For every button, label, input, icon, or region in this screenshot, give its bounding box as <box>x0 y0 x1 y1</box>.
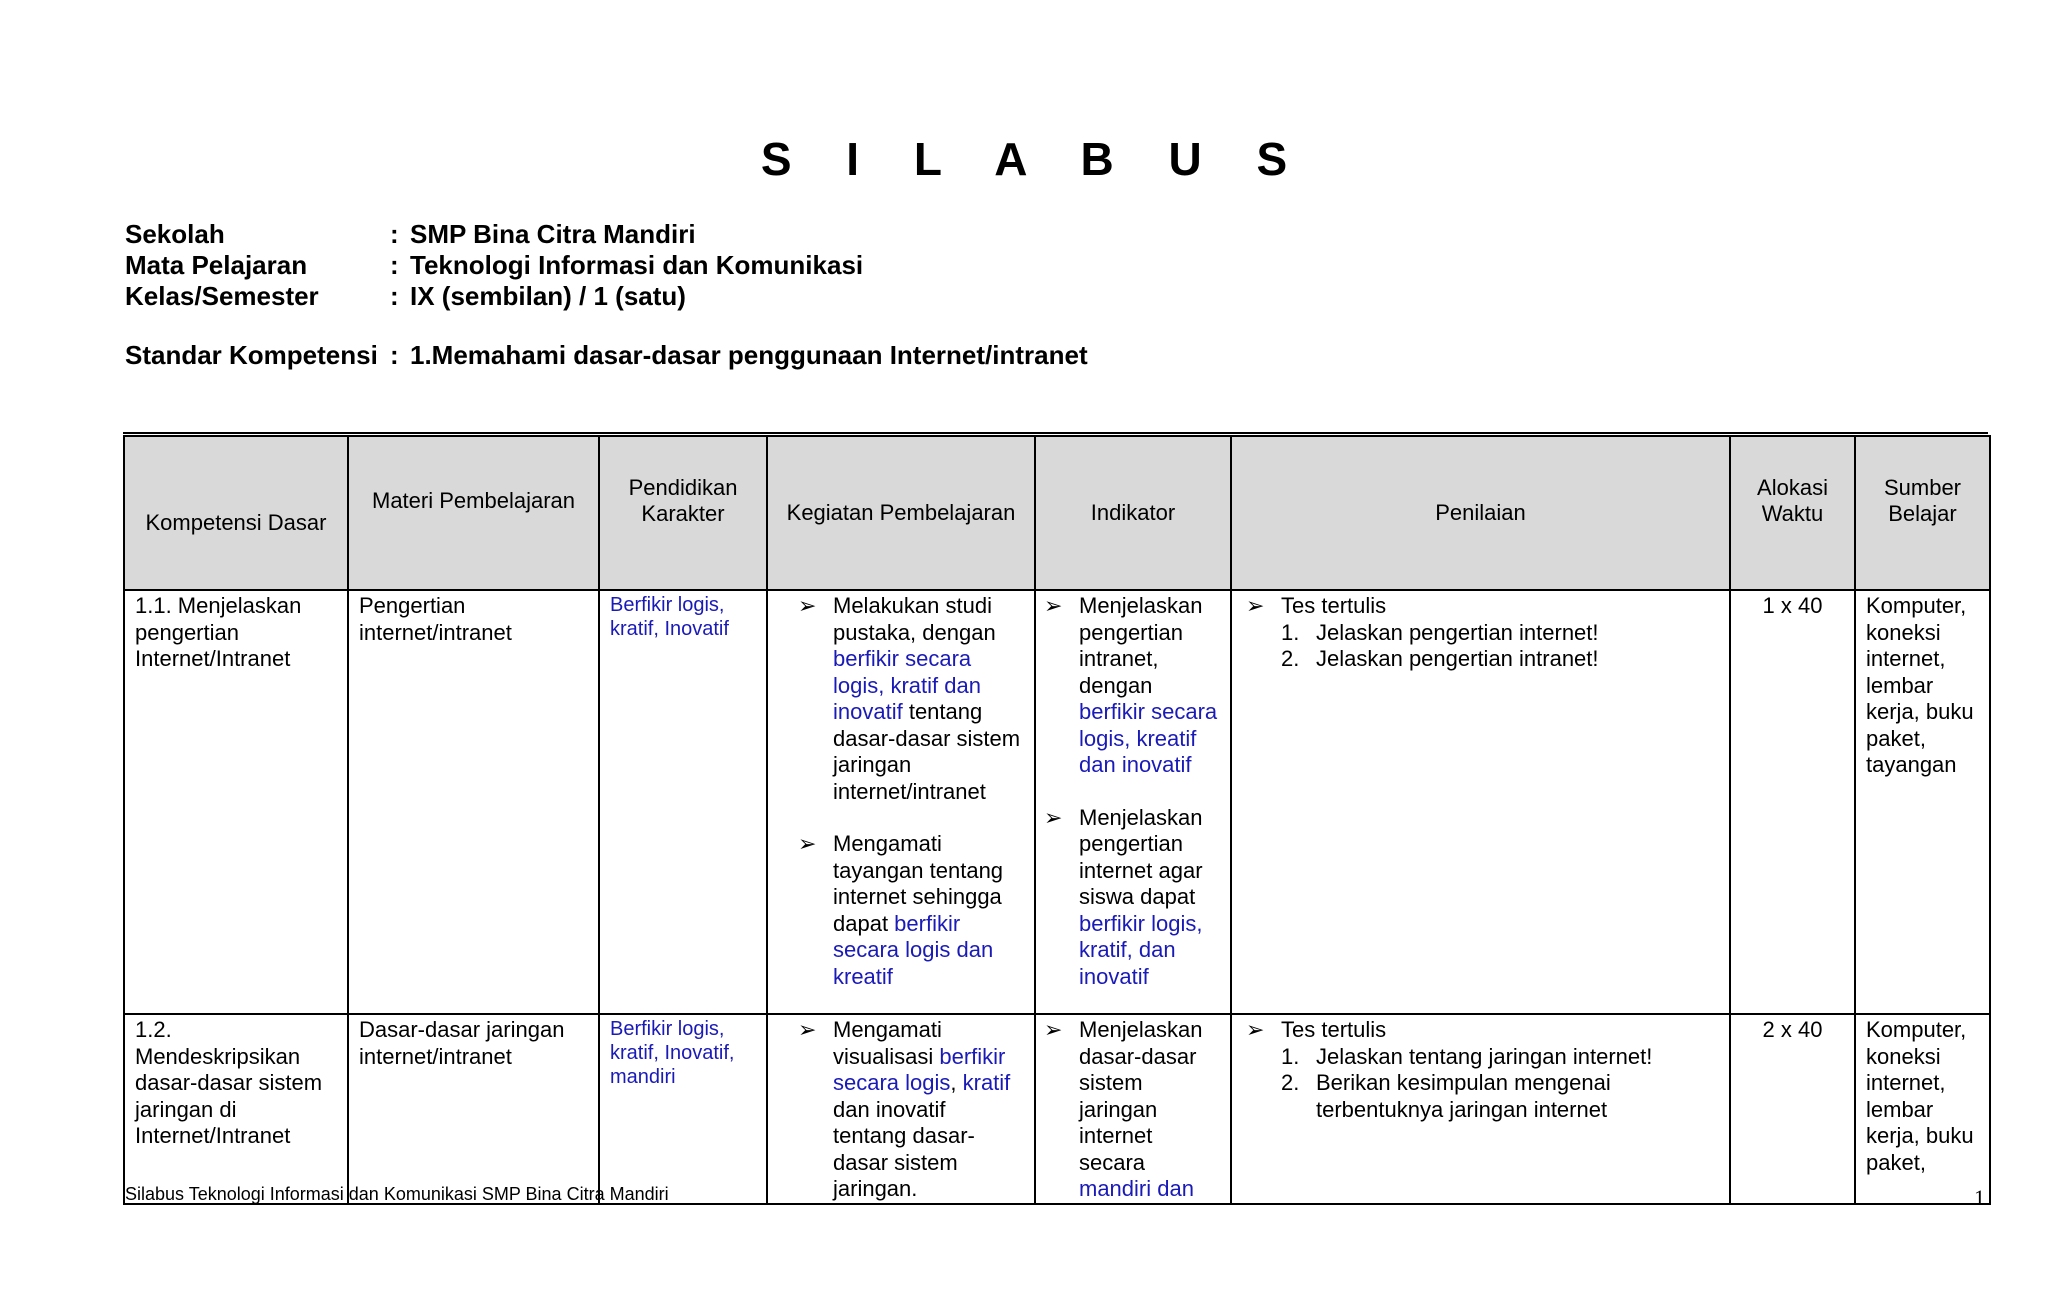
meta-row-sekolah <box>125 219 863 250</box>
standar-value: 1.Memahami dasar-dasar penggunaan Internet/intranet <box>410 340 1088 370</box>
meta-value: IX (sembilan) / 1 (satu) <box>410 281 686 311</box>
list-item: 2. Berikan kesimpulan mengenai terbentuknya jaringan internet <box>1281 1070 1611 1122</box>
cell-indikator <box>1035 590 1231 1014</box>
meta-key: Kelas/Semester <box>125 281 319 311</box>
list-item: ➢ Tes tertulis <box>1246 1017 1387 1042</box>
arrow-bullet-icon: ➢ <box>1246 1017 1265 1042</box>
col-header-alokasi: Alokasi Waktu <box>1730 436 1855 590</box>
cell-karakter: Berfikir logis, kratif, Inovatif <box>599 590 767 1014</box>
meta-value: Teknologi Informasi dan Komunikasi <box>410 250 864 280</box>
silabus-table <box>123 435 1991 1205</box>
arrow-bullet-icon: ➢ <box>798 593 817 618</box>
arrow-bullet-icon: ➢ <box>1044 804 1063 830</box>
table-header-row <box>124 436 1990 590</box>
col-header-materi: Materi Pembelajaran <box>348 436 599 590</box>
list-item: 1. Jelaskan pengertian internet! <box>1281 619 1599 645</box>
col-header-sumber: Sumber Belajar <box>1855 436 1990 590</box>
cell-indikator <box>1035 1014 1231 1204</box>
page-number: 1 <box>1974 1185 1985 1210</box>
list-item: ➢ Menjelaskan dasar-dasar sistem jaringan internet secara mandiri dan <box>1044 1017 1203 1201</box>
meta-sep: : <box>390 219 399 249</box>
cell-penilaian <box>1231 590 1730 1014</box>
col-header-penilaian: Penilaian <box>1231 436 1730 590</box>
list-item: ➢ Mengamati tayangan tentang internet sehingga dapat berfikir secara logis dan kreatif <box>798 831 1004 989</box>
cell-penilaian <box>1231 1014 1730 1204</box>
cell-kegiatan <box>767 1014 1035 1204</box>
col-header-indikator: Indikator <box>1035 436 1231 590</box>
list-item: ➢ Mengamati visualisasi berfikir secara logis, kratif dan inovatif tentang dasar-dasar sistem jaringan. <box>798 1017 1011 1201</box>
arrow-bullet-icon: ➢ <box>1044 593 1063 618</box>
table-top-rule <box>123 432 1988 434</box>
meta-key: Sekolah <box>125 219 225 249</box>
cell-sumber: Komputer, koneksi internet, lembar kerja, buku paket, tayangan <box>1855 590 1990 1014</box>
cell-kd: 1.2. Mendeskripsikan dasar-dasar sistem jaringan di Internet/Intranet <box>124 1014 348 1204</box>
meta-sep: : <box>390 281 399 311</box>
arrow-bullet-icon: ➢ <box>798 1017 817 1042</box>
cell-materi: Dasar-dasar jaringan internet/intranet <box>348 1014 599 1204</box>
col-header-karakter: Pendidikan Karakter <box>599 436 767 590</box>
cell-karakter: Berfikir logis, kratif, Inovatif, mandiri <box>599 1014 767 1204</box>
meta-row-kelas <box>125 281 863 312</box>
meta-key: Mata Pelajaran <box>125 250 308 280</box>
list-item: ➢ Menjelaskan pengertian intranet, dengan berfikir secara logis, kreatif dan inovatif <box>1044 593 1218 777</box>
page-title: S I L A B U S <box>760 133 1309 185</box>
list-item: ➢ Menjelaskan pengertian internet agar siswa dapat berfikir logis, kratif, dan inovatif <box>1044 804 1203 989</box>
list-item: 1. Jelaskan tentang jaringan internet! <box>1281 1043 1653 1069</box>
list-item: ➢ Tes tertulis <box>1246 593 1387 618</box>
meta-sep: : <box>390 250 399 280</box>
table-row <box>124 590 1990 1014</box>
list-item: ➢ Melakukan studi pustaka, dengan berfikir secara logis, kratif dan inovatif tentang dasar-dasar sistem jaringan internet/intranet <box>798 593 1021 804</box>
cell-alokasi: 2 x 40 <box>1730 1014 1855 1204</box>
list-item: 2. Jelaskan pengertian intranet! <box>1281 646 1599 671</box>
arrow-bullet-icon: ➢ <box>798 831 817 856</box>
page-footer: Silabus Teknologi Informasi dan Komunikasi SMP Bina Citra Mandiri <box>125 1184 669 1204</box>
arrow-bullet-icon: ➢ <box>1246 593 1265 618</box>
standar-key: Standar Kompetensi <box>125 340 378 370</box>
col-header-kd: Kompetensi Dasar <box>124 436 348 590</box>
meta-value: SMP Bina Citra Mandiri <box>410 219 696 249</box>
arrow-bullet-icon: ➢ <box>1044 1017 1063 1042</box>
table-row <box>124 1014 1990 1204</box>
standar-kompetensi <box>125 340 1088 371</box>
cell-alokasi: 1 x 40 <box>1730 590 1855 1014</box>
cell-kegiatan <box>767 590 1035 1014</box>
standar-sep: : <box>390 340 399 370</box>
meta-row-mapel <box>125 250 863 281</box>
cell-kd: 1.1. Menjelaskan pengertian Internet/Intranet <box>124 590 348 1014</box>
col-header-kegiatan: Kegiatan Pembelajaran <box>767 436 1035 590</box>
cell-materi: Pengertian internet/intranet <box>348 590 599 1014</box>
cell-sumber: Komputer, koneksi internet, lembar kerja, buku paket, <box>1855 1014 1990 1204</box>
meta-block <box>125 219 863 312</box>
